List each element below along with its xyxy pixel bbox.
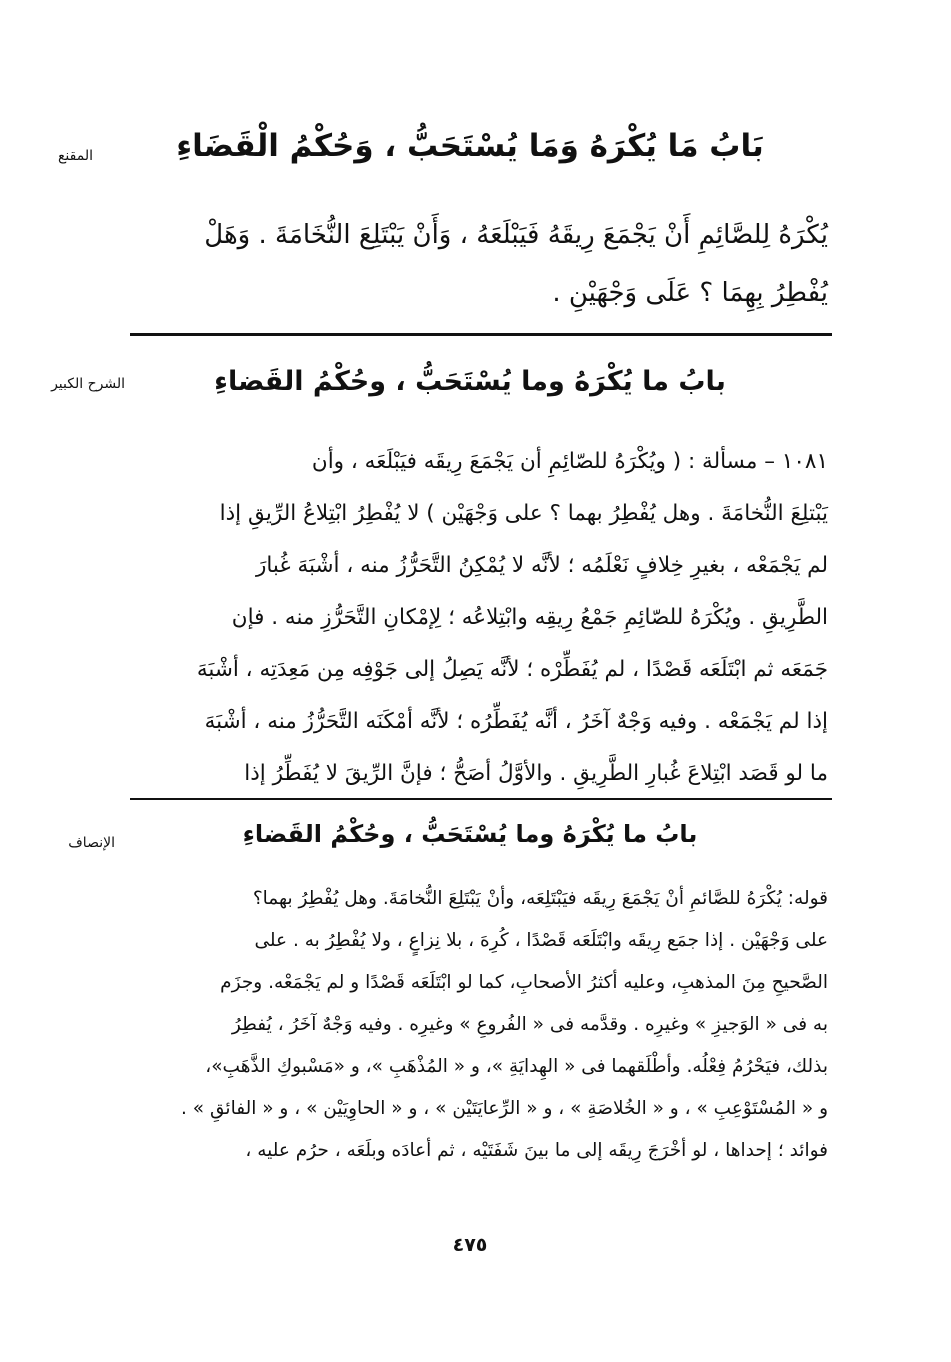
muqni-text xyxy=(128,206,828,322)
insaf-section-title: بابُ ما يُكْرَهُ وما يُسْتَحَبُّ ، وحُكْمُ القَضاءِ xyxy=(242,820,698,848)
insaf-text-line: به فى « الوَجيزِ » وغيرِه . وقدَّمه فى « الفُروعِ » وغيرِه . وفيه وَجْهٌ آخَرُ ، يُفطِرُ xyxy=(231,1014,828,1035)
insaf-text-line: بذلك، فيَحْرُمُ فِعْلُه. وأطْلَقهما فى « الهِدايَةِ »، و « المُذْهَبِ »، و «مَسْبوكِ الذَّهَبِ»، xyxy=(205,1056,828,1077)
sharh-text-line: إذا لم يَجْمَعْه . وفيه وَجْهٌ آخَرُ ، أنَّه يُفَطِّرُه ؛ لأنَّه أمْكَنَه التَّحَرُّزُ منه ، أشْبَهَ xyxy=(204,709,828,734)
insaf-source-label: الإنصاف xyxy=(68,835,115,851)
page-number: ٤٧٥ xyxy=(452,1234,488,1256)
sharh-divider xyxy=(130,798,832,800)
muqni-divider xyxy=(130,333,832,336)
insaf-text-line: على وَجْهَيْن . إذا جمَع رِيقَه وابْتَلَعَه قَصْدًا ، كُرِهَ ، بلا نِزاعٍ ، ولا يُفْطِرُ به . على xyxy=(254,930,828,951)
muqni-source-label: المقنع xyxy=(57,148,93,164)
insaf-text-line: و « المُسْتَوْعِبِ » ، و « الخُلاصَةِ » ، و « الرِّعايَتَيْن » ، و « الحاوِيَيْن » ، و « الفائقِ » . xyxy=(181,1098,828,1119)
sharh-section-title: بابُ ما يُكْرَهُ وما يُسْتَحَبُّ ، وحُكْمُ القَضاءِ xyxy=(214,366,726,397)
sharh-text-line: يَبْتلِعَ النُّخامَةَ . وهل يُفْطِرُ بهما ؟ على وَجْهَيْن ) لا يُفْطِرُ ابْتِلاعُ الرِّيقِ إذا xyxy=(219,501,828,526)
sharh-text-line: جَمَعَه ثم ابْتَلَعَه قَصْدًا ، لم يُفَطِّرْه ؛ لأنَّه يَصِلُ إلى جَوْفِه مِن مَعِدَتِه ، أشْبَهَ xyxy=(196,657,828,682)
sharh-source-label: الشرح الكبير xyxy=(51,376,125,392)
sharh-text-line: ما لو قَصَد ابْتِلاعَ غُبارِ الطَّرِيقِ . والأوَّلُ أصَحُّ ؛ فإنَّ الرِّيقَ لا يُفَطِّرُ إذا xyxy=(244,761,828,786)
insaf-text-line: قوله: يُكْرَهُ للصَّائمِ أنْ يَجْمَعَ رِيقَه فيَبْتَلِعَه، وأنْ يَبْتَلِعَ النُّخامَةَ. وهل يُفْطِرُ بهما؟ xyxy=(252,888,828,909)
muqni-text-line: يُكْرَهُ لِلصَّائِمِ أَنْ يَجْمَعَ رِيقَهُ فَيَبْلَعَهُ ، وَأَنْ يَبْتَلِعَ النُّخَامَةَ . وَهَلْ xyxy=(204,220,828,250)
sharh-text-line: الطَّرِيقِ . ويُكْرَهُ للصّائِمِ جَمْعُ رِيقِه وابْتِلاعُه ؛ لِإمْكانِ التَّحَرُّزِ منه . فإن xyxy=(231,605,828,630)
insaf-text-line: الصَّحيحِ مِنَ المذهبِ، وعليه أكثرُ الأصحابِ، كما لو ابْتَلَعَه قَصْدًا و لم يَجْمَعْه. وجزَم xyxy=(220,972,828,993)
insaf-text-line: فوائد ؛ إحداها ، لو أخْرَجَ رِيقَه إلى ما بينَ شَفَتَيْه ، ثم أعادَه وبلَعَه ، حرُم عليه ، xyxy=(245,1140,828,1161)
sharh-text xyxy=(128,436,828,800)
muqni-section-title: بَابُ مَا يُكْرَهُ وَمَا يُسْتَحَبُّ ، وَحُكْمُ الْقَضَاءِ xyxy=(176,128,764,164)
insaf-text xyxy=(128,878,828,1172)
sharh-text-line: ١٠٨١ – مسألة : ( ويُكْرَهُ للصّائِمِ أن يَجْمَعَ رِيقَه فيَبْلَعَه ، وأن xyxy=(311,449,828,474)
sharh-text-line: لم يَجْمَعْه ، بغيرِ خِلافٍ نَعْلَمُه ؛ لأنَّه لا يُمْكِنُ التَّحَرُّزُ منه ، أشْبَهَ غُبارَ xyxy=(255,553,828,578)
muqni-text-line: يُفْطِرُ بِهِمَا ؟ عَلَى وَجْهَيْنِ . xyxy=(552,278,828,308)
